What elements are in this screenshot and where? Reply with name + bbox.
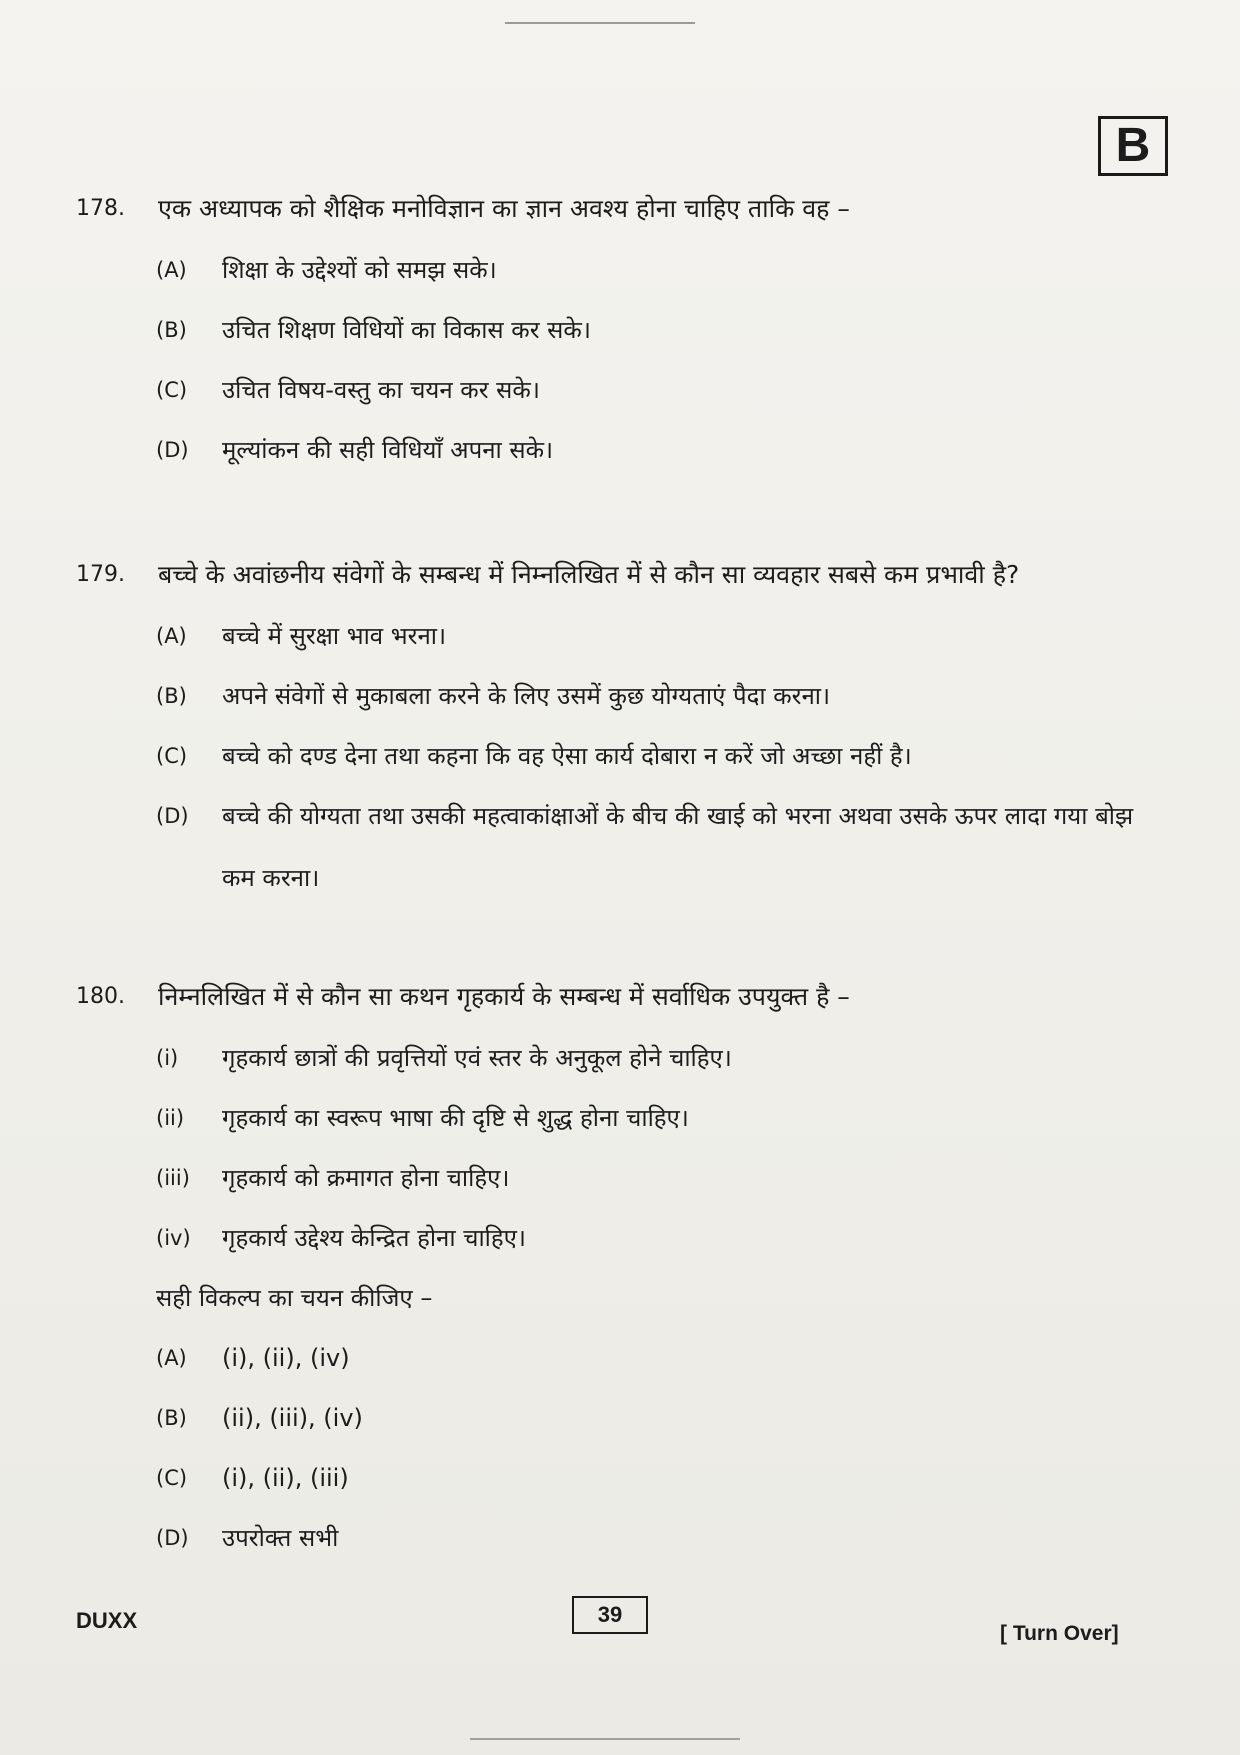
option-c <box>156 1460 1166 1496</box>
question-header <box>76 190 1166 228</box>
option-label: (B) <box>156 318 187 342</box>
option-label: (B) <box>156 684 187 708</box>
option-text: (i), (ii), (iii) <box>222 1464 349 1492</box>
option-text: अपने संवेगों से मुकाबला करने के लिए उसमें कुछ योग्यताएं पैदा करना। <box>222 682 831 710</box>
option-label: (C) <box>156 744 188 768</box>
turn-over-label: [ Turn Over] <box>1000 1622 1119 1645</box>
series-code: B <box>1115 119 1151 172</box>
option-text: (i), (ii), (iv) <box>222 1344 350 1372</box>
top-rule <box>505 22 695 24</box>
option-a <box>156 618 1166 654</box>
question-header <box>76 978 1166 1016</box>
option-text: मूल्यांकन की सही विधियाँ अपना सके। <box>222 436 554 464</box>
option-b <box>156 1400 1166 1436</box>
bottom-rule <box>470 1738 740 1740</box>
statement-text: गृहकार्य उद्देश्य केन्द्रित होना चाहिए। <box>222 1224 526 1252</box>
question-header <box>76 556 1166 594</box>
question-instruction: सही विकल्प का चयन कीजिए – <box>156 1284 433 1312</box>
page-number-box <box>572 1596 648 1634</box>
question-text: एक अध्यापक को शैक्षिक मनोविज्ञान का ज्ञान अवश्य होना चाहिए ताकि वह – <box>158 194 850 223</box>
option-d <box>156 1520 1166 1556</box>
statement-text: गृहकार्य का स्वरूप भाषा की दृष्टि से शुद्ध होना चाहिए। <box>222 1104 689 1132</box>
option-text: (ii), (iii), (iv) <box>222 1404 363 1432</box>
question-text: निम्नलिखित में से कौन सा कथन गृहकार्य के सम्बन्ध में सर्वाधिक उपयुक्त है – <box>158 982 850 1011</box>
question-179 <box>76 556 1166 909</box>
question-180 <box>76 978 1166 1556</box>
statement-ii <box>156 1100 1166 1136</box>
option-b <box>156 312 1166 348</box>
option-b <box>156 678 1166 714</box>
statement-label: (iv) <box>156 1226 191 1250</box>
page-number: 39 <box>597 1602 623 1627</box>
question-178 <box>76 190 1166 468</box>
question-number: 178. <box>76 196 125 221</box>
option-label: (C) <box>156 378 188 402</box>
option-text: उचित विषय-वस्तु का चयन कर सके। <box>222 376 540 404</box>
option-text: शिक्षा के उद्देश्यों को समझ सके। <box>222 256 497 284</box>
statement-iii <box>156 1160 1166 1196</box>
option-text: बच्चे में सुरक्षा भाव भरना। <box>222 622 447 650</box>
question-text: बच्चे के अवांछनीय संवेगों के सम्बन्ध में निम्नलिखित में से कौन सा व्यवहार सबसे कम प्रभावी है? <box>158 560 1020 589</box>
option-a <box>156 1340 1166 1376</box>
option-label: (D) <box>156 1526 189 1550</box>
option-c <box>156 372 1166 408</box>
option-label: (D) <box>156 804 189 828</box>
statement-label: (i) <box>156 1046 179 1070</box>
option-d <box>156 798 1166 909</box>
option-label: (A) <box>156 1346 187 1370</box>
option-text: बच्चे की योग्यता तथा उसकी महत्वाकांक्षाओं के बीच की खाई को भरना अथवा उसके ऊपर लादा गया बोझ कम करना। <box>222 802 1134 892</box>
option-label: (A) <box>156 624 187 648</box>
option-a <box>156 252 1166 288</box>
option-text: बच्चे को दण्ड देना तथा कहना कि वह ऐसा कार्य दोबारा न करें जो अच्छा नहीं है। <box>222 742 912 770</box>
statement-text: गृहकार्य छात्रों की प्रवृत्तियों एवं स्तर के अनुकूल होने चाहिए। <box>222 1044 732 1072</box>
statement-i <box>156 1040 1166 1076</box>
booklet-code: DUXX <box>76 1608 138 1633</box>
question-number: 180. <box>76 984 125 1009</box>
option-text: उपरोक्त सभी <box>222 1524 339 1552</box>
statement-label: (ii) <box>156 1106 185 1130</box>
option-label: (A) <box>156 258 187 282</box>
statement-iv <box>156 1220 1166 1256</box>
statement-text: गृहकार्य को क्रमागत होना चाहिए। <box>222 1164 510 1192</box>
option-label: (C) <box>156 1466 188 1490</box>
question-number: 179. <box>76 562 125 587</box>
statement-label: (iii) <box>156 1166 190 1190</box>
option-label: (D) <box>156 438 189 462</box>
option-label: (B) <box>156 1406 187 1430</box>
series-code-box <box>1098 116 1168 176</box>
option-text: उचित शिक्षण विधियों का विकास कर सके। <box>222 316 591 344</box>
option-c <box>156 738 1166 774</box>
option-d <box>156 432 1166 468</box>
